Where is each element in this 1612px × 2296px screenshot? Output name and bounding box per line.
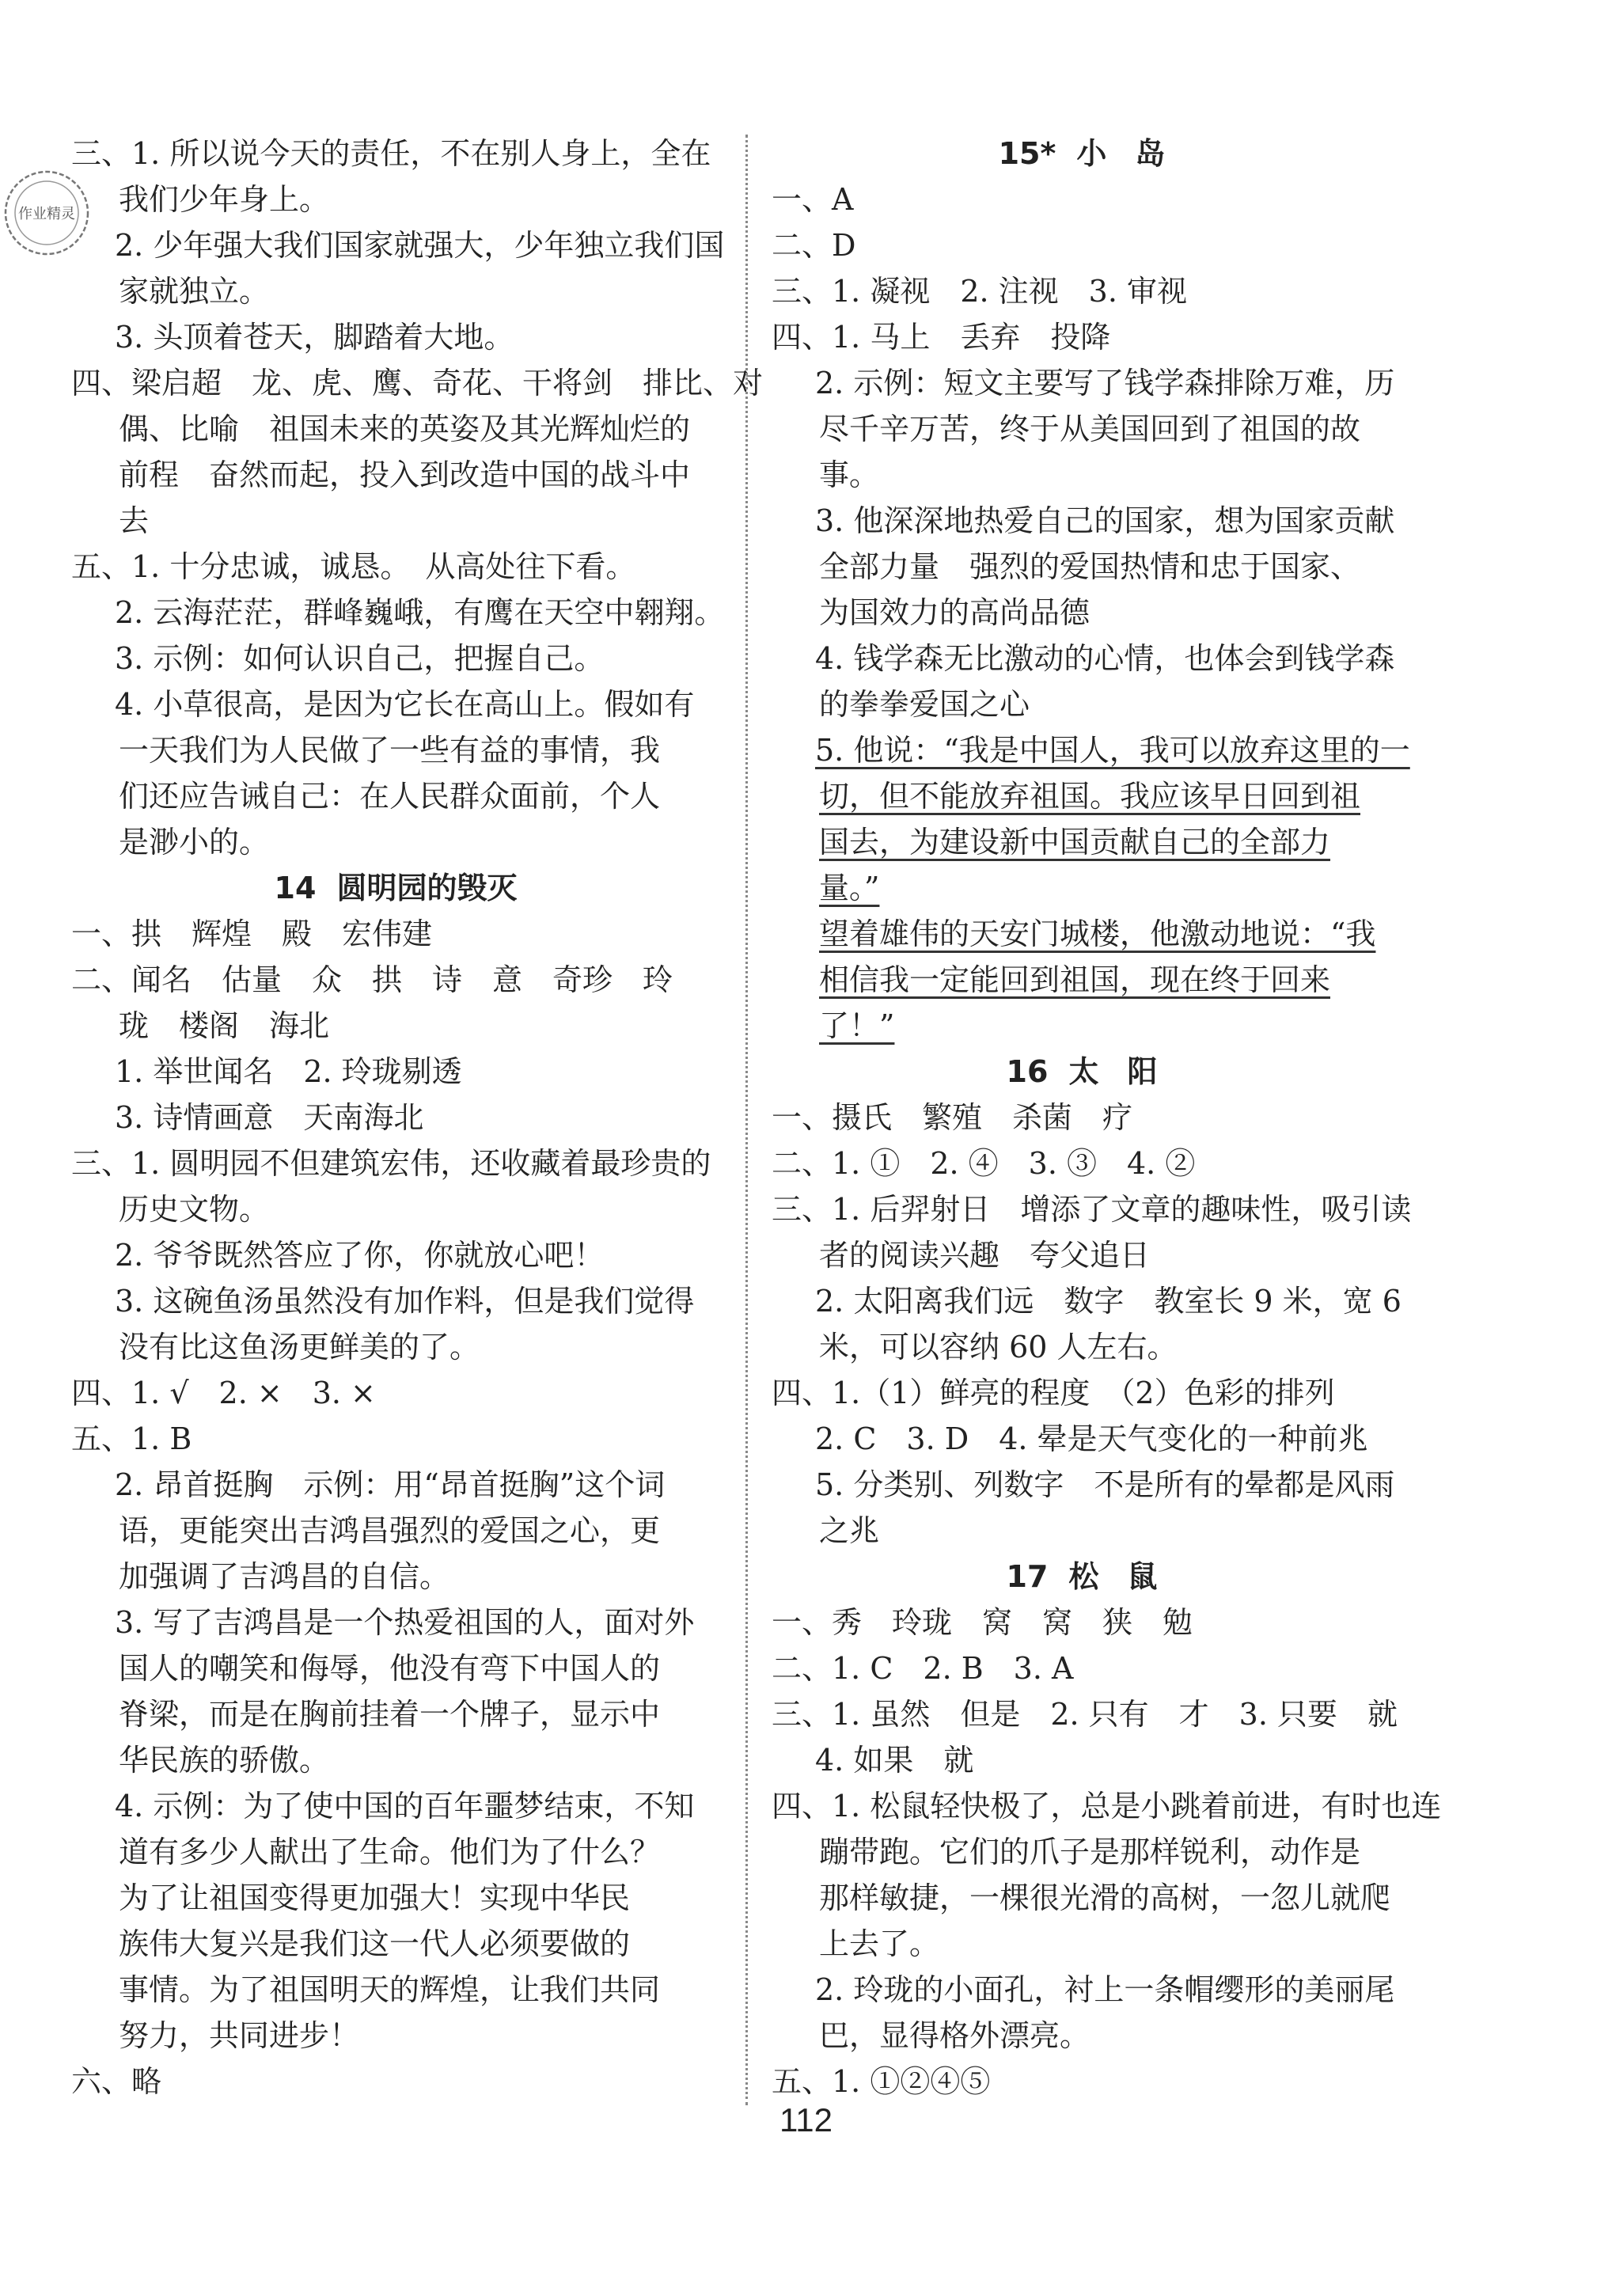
answer-line bbox=[71, 957, 720, 1003]
answer-line bbox=[71, 1875, 720, 1921]
answer-text: 3. 这碗鱼汤虽然没有加作料，但是我们觉得 bbox=[115, 1284, 695, 1319]
answer-line bbox=[71, 1967, 720, 2013]
answer-line bbox=[772, 773, 1420, 819]
answer-line bbox=[71, 1600, 720, 1645]
column-divider bbox=[745, 135, 748, 2105]
answer-line bbox=[772, 1783, 1442, 1829]
answer-text: 二、闻名 估量 众 拱 诗 意 奇珍 玲 bbox=[71, 962, 673, 997]
answer-text: 3. 诗情画意 天南海北 bbox=[115, 1100, 424, 1135]
answer-text: 偶、比喻 祖国未来的英姿及其光辉灿烂的 bbox=[119, 412, 691, 446]
answer-text: 是渺小的。 bbox=[119, 825, 270, 860]
answer-line bbox=[71, 268, 720, 314]
answer-line bbox=[71, 773, 720, 819]
answer-line bbox=[772, 498, 1420, 544]
page-number: 112 bbox=[779, 2101, 833, 2139]
answer-line bbox=[772, 1921, 1420, 1967]
answer-text: 三、1. 后羿射日 增添了文章的趣味性，吸引读 bbox=[772, 1192, 1412, 1227]
answer-text: 一、摄氏 繁殖 杀菌 疗 bbox=[772, 1100, 1133, 1135]
answer-text: 五、1. B bbox=[71, 1421, 192, 1456]
answer-text: 2. 太阳离我们远 数字 教室长 9 米，宽 6 bbox=[815, 1284, 1401, 1319]
answer-text: 没有比这鱼汤更鲜美的了。 bbox=[119, 1330, 480, 1364]
answer-line bbox=[71, 498, 720, 544]
answer-line bbox=[71, 1140, 720, 1186]
answer-line bbox=[772, 1691, 1420, 1737]
answer-line bbox=[772, 314, 1420, 360]
section-title-text: 太阳 bbox=[1068, 1054, 1186, 1089]
answer-text: 五、1. 十分忠诚，诚恳。 从高处往下看。 bbox=[71, 549, 636, 584]
section-title-text: 圆明园的毁灭 bbox=[336, 871, 518, 905]
answer-line bbox=[71, 727, 720, 773]
answer-text: 历史文物。 bbox=[119, 1192, 270, 1227]
answer-line bbox=[772, 1186, 1420, 1232]
answer-line bbox=[772, 2013, 1420, 2059]
section-title bbox=[772, 131, 1420, 176]
answer-text: 努力，共同进步！ bbox=[119, 2018, 360, 2053]
answer-text: 六、略 bbox=[71, 2064, 162, 2099]
answer-text: 四、1. 马上 丢弃 投降 bbox=[772, 320, 1111, 355]
answer-text: 4. 如果 就 bbox=[815, 1743, 974, 1778]
answer-text: 前程 奋然而起，投入到改造中国的战斗中 bbox=[119, 457, 691, 492]
answer-text: 相信我一定能回到祖国，现在终于回来 bbox=[819, 962, 1331, 997]
answer-line bbox=[71, 1921, 720, 1967]
answer-line bbox=[71, 1095, 720, 1140]
answer-line bbox=[772, 222, 1420, 268]
answer-text: 三、1. 凝视 2. 注视 3. 审视 bbox=[772, 274, 1188, 309]
answer-text: 语，更能突出吉鸿昌强烈的爱国之心，更 bbox=[119, 1513, 661, 1548]
answer-line bbox=[71, 1003, 720, 1049]
answer-text: 切，但不能放弃祖国。我应该早日回到祖 bbox=[819, 779, 1361, 814]
answer-line bbox=[71, 1829, 720, 1875]
answer-text: 3. 他深深地热爱自己的国家，想为国家贡献 bbox=[815, 503, 1395, 538]
answer-text: 去 bbox=[119, 503, 150, 538]
answer-line bbox=[71, 360, 764, 406]
answer-text: 2. 昂首挺胸 示例：用“昂首挺胸”这个词 bbox=[115, 1467, 666, 1502]
answer-line bbox=[71, 1783, 720, 1829]
answer-text: 四、梁启超 龙、虎、鹰、奇花、干将剑 排比、对 bbox=[71, 366, 764, 400]
left-column bbox=[71, 131, 764, 2104]
answer-text: 的拳拳爱国之心 bbox=[819, 687, 1030, 722]
answer-text: 事情。为了祖国明天的辉煌，让我们共同 bbox=[119, 1972, 661, 2007]
answer-text: 三、1. 虽然 但是 2. 只有 才 3. 只要 就 bbox=[772, 1697, 1398, 1732]
answer-text: 尽千辛万苦，终于从美国回到了祖国的故 bbox=[819, 412, 1361, 446]
answer-text: 道有多少人献出了生命。他们为了什么？ bbox=[119, 1835, 661, 1869]
answer-line bbox=[71, 406, 720, 452]
answer-line bbox=[71, 681, 720, 727]
answer-line bbox=[71, 1645, 720, 1691]
answer-text: 加强调了吉鸿昌的自信。 bbox=[119, 1559, 450, 1594]
section-title-text: 松鼠 bbox=[1068, 1559, 1186, 1594]
answer-text: 二、D bbox=[772, 228, 856, 263]
answer-line bbox=[772, 452, 1420, 498]
answer-text: 4. 小草很高，是因为它长在高山上。假如有 bbox=[115, 687, 695, 722]
answer-text: 5. 他说：“我是中国人，我可以放弃这里的一 bbox=[815, 733, 1410, 768]
section-title bbox=[772, 1554, 1420, 1600]
answer-line bbox=[772, 636, 1420, 681]
answer-line bbox=[772, 957, 1420, 1003]
answer-text: 一、拱 辉煌 殿 宏伟建 bbox=[71, 917, 433, 951]
answer-text: 3. 头顶着苍天，脚踏着大地。 bbox=[115, 320, 514, 355]
answer-text: 1. 举世闻名 2. 玲珑剔透 bbox=[115, 1054, 462, 1089]
answer-line bbox=[772, 1416, 1420, 1462]
answer-text: 米，可以容纳 60 人左右。 bbox=[819, 1330, 1178, 1364]
answer-line bbox=[71, 1278, 720, 1324]
answer-text: 事。 bbox=[819, 457, 880, 492]
answer-line bbox=[772, 1967, 1420, 2013]
answer-text: 上去了。 bbox=[819, 1926, 940, 1961]
answer-text: 4. 示例：为了使中国的百年噩梦结束，不知 bbox=[115, 1789, 695, 1824]
answer-text: 家就独立。 bbox=[119, 274, 270, 309]
answer-line bbox=[71, 819, 720, 865]
answer-text: 2. 云海茫茫，群峰巍峨，有鹰在天空中翱翔。 bbox=[115, 595, 725, 630]
section-title bbox=[772, 1049, 1420, 1095]
answer-line bbox=[71, 131, 720, 176]
answer-line bbox=[772, 1600, 1420, 1645]
answer-text: 一、A bbox=[772, 182, 854, 217]
answer-text: 四、1. 松鼠轻快极了，总是小跳着前进，有时也连 bbox=[772, 1789, 1442, 1824]
answer-line bbox=[772, 681, 1420, 727]
answer-line bbox=[71, 1416, 720, 1462]
answer-text: 了！” bbox=[819, 1008, 895, 1043]
answer-line bbox=[71, 222, 725, 268]
answer-line bbox=[772, 1370, 1420, 1416]
answer-text: 国去，为建设新中国贡献自己的全部力 bbox=[819, 825, 1331, 860]
stamp-text: 作业精灵 bbox=[18, 206, 75, 222]
answer-line bbox=[71, 636, 720, 681]
answer-line bbox=[71, 1691, 720, 1737]
answer-text: 四、1.（1）鲜亮的程度 （2）色彩的排列 bbox=[772, 1376, 1335, 1410]
answer-line bbox=[772, 544, 1420, 590]
answer-text: 四、1. √ 2. × 3. × bbox=[71, 1376, 376, 1410]
answer-line bbox=[71, 1554, 720, 1600]
answer-text: 一、秀 玲珑 窝 窝 狭 勉 bbox=[772, 1605, 1193, 1640]
answer-line bbox=[71, 911, 720, 957]
answer-text: 2. C 3. D 4. 晕是天气变化的一种前兆 bbox=[815, 1421, 1368, 1456]
answer-line bbox=[772, 2059, 1420, 2104]
section-title-text: 小岛 bbox=[1076, 136, 1194, 171]
answer-line bbox=[772, 819, 1420, 865]
answer-text: 华民族的骄傲。 bbox=[119, 1743, 330, 1778]
answer-line bbox=[772, 1829, 1420, 1875]
answer-text: 3. 写了吉鸿昌是一个热爱祖国的人，面对外 bbox=[115, 1605, 695, 1640]
answer-text: 3. 示例：如何认识自己，把握自己。 bbox=[115, 641, 605, 676]
answer-line bbox=[71, 590, 725, 636]
answer-text: 2. 少年强大我们国家就强大，少年独立我们国 bbox=[115, 228, 725, 263]
answer-line bbox=[71, 1049, 720, 1095]
answer-text: 巴，显得格外漂亮。 bbox=[819, 2018, 1090, 2053]
answer-line bbox=[71, 1370, 720, 1416]
answer-text: 族伟大复兴是我们这一代人必须要做的 bbox=[119, 1926, 631, 1961]
section-number: 17 bbox=[1006, 1559, 1049, 1594]
answer-line bbox=[71, 1508, 720, 1554]
section-number: 14 bbox=[274, 871, 317, 905]
answer-line bbox=[772, 590, 1420, 636]
answer-line bbox=[71, 176, 720, 222]
answer-text: 2. 示例：短文主要写了钱学森排除万难，历 bbox=[815, 366, 1395, 400]
answer-text: 们还应告诫自己：在人民群众面前，个人 bbox=[119, 779, 661, 814]
answer-text: 珑 楼阁 海北 bbox=[119, 1008, 330, 1043]
answer-line bbox=[772, 1645, 1420, 1691]
answer-text: 脊梁，而是在胸前挂着一个牌子，显示中 bbox=[119, 1697, 661, 1732]
answer-line bbox=[71, 1186, 720, 1232]
answer-text: 二、1. ① 2. ④ 3. ③ 4. ② bbox=[772, 1146, 1196, 1181]
answer-line bbox=[71, 2059, 720, 2104]
answer-text: 量。” bbox=[819, 871, 880, 905]
answer-text: 那样敏捷，一棵很光滑的高树，一忽儿就爬 bbox=[819, 1880, 1391, 1915]
answer-line bbox=[772, 1875, 1420, 1921]
answer-line bbox=[71, 314, 720, 360]
answer-line bbox=[71, 1232, 720, 1278]
answer-text: 之兆 bbox=[819, 1513, 880, 1548]
answer-line bbox=[772, 1095, 1420, 1140]
answer-line bbox=[71, 2013, 720, 2059]
section-number: 15* bbox=[998, 136, 1056, 171]
answer-line bbox=[772, 1140, 1420, 1186]
answer-text: 5. 分类别、列数字 不是所有的晕都是风雨 bbox=[815, 1467, 1395, 1502]
answer-line bbox=[772, 176, 1420, 222]
answer-line bbox=[772, 1324, 1420, 1370]
answer-line bbox=[772, 360, 1420, 406]
answer-line bbox=[772, 1508, 1420, 1554]
answer-text: 2. 爷爷既然答应了你，你就放心吧！ bbox=[115, 1238, 605, 1273]
answer-line bbox=[71, 452, 720, 498]
answer-text: 为国效力的高尚品德 bbox=[819, 595, 1090, 630]
answer-line bbox=[772, 1232, 1420, 1278]
answer-line bbox=[71, 1324, 720, 1370]
answer-text: 2. 玲珑的小面孔，衬上一条帽缨形的美丽尾 bbox=[815, 1972, 1395, 2007]
answer-text: 三、1. 所以说今天的责任，不在别人身上，全在 bbox=[71, 136, 711, 171]
section-number: 16 bbox=[1006, 1054, 1049, 1089]
answer-text: 一天我们为人民做了一些有益的事情，我 bbox=[119, 733, 661, 768]
section-title bbox=[71, 865, 720, 911]
answer-line bbox=[772, 1462, 1420, 1508]
answer-line bbox=[71, 544, 720, 590]
answer-text: 蹦带跑。它们的爪子是那样锐利，动作是 bbox=[819, 1835, 1361, 1869]
answer-line bbox=[772, 268, 1420, 314]
answer-line bbox=[772, 1278, 1420, 1324]
answer-text: 二、1. C 2. B 3. A bbox=[772, 1651, 1074, 1686]
answer-line bbox=[772, 406, 1420, 452]
answer-line bbox=[772, 1737, 1420, 1783]
answer-text: 望着雄伟的天安门城楼，他激动地说：“我 bbox=[819, 917, 1376, 951]
answer-text: 4. 钱学森无比激动的心情，也体会到钱学森 bbox=[815, 641, 1395, 676]
answer-line bbox=[71, 1462, 720, 1508]
answer-line bbox=[71, 1737, 720, 1783]
answer-text: 者的阅读兴趣 夸父追日 bbox=[819, 1238, 1151, 1273]
answer-text: 全部力量 强烈的爱国热情和忠于国家、 bbox=[819, 549, 1361, 584]
answer-text: 五、1. ①②④⑤ bbox=[772, 2064, 991, 2099]
answer-line bbox=[772, 911, 1420, 957]
answer-text: 我们少年身上。 bbox=[119, 182, 330, 217]
answer-line bbox=[772, 727, 1420, 773]
right-column bbox=[772, 131, 1442, 2104]
answer-text: 三、1. 圆明园不但建筑宏伟，还收藏着最珍贵的 bbox=[71, 1146, 711, 1181]
answer-text: 国人的嘲笑和侮辱，他没有弯下中国人的 bbox=[119, 1651, 661, 1686]
answer-text: 为了让祖国变得更加强大！实现中华民 bbox=[119, 1880, 631, 1915]
answer-line bbox=[772, 865, 1420, 911]
answer-line bbox=[772, 1003, 1420, 1049]
